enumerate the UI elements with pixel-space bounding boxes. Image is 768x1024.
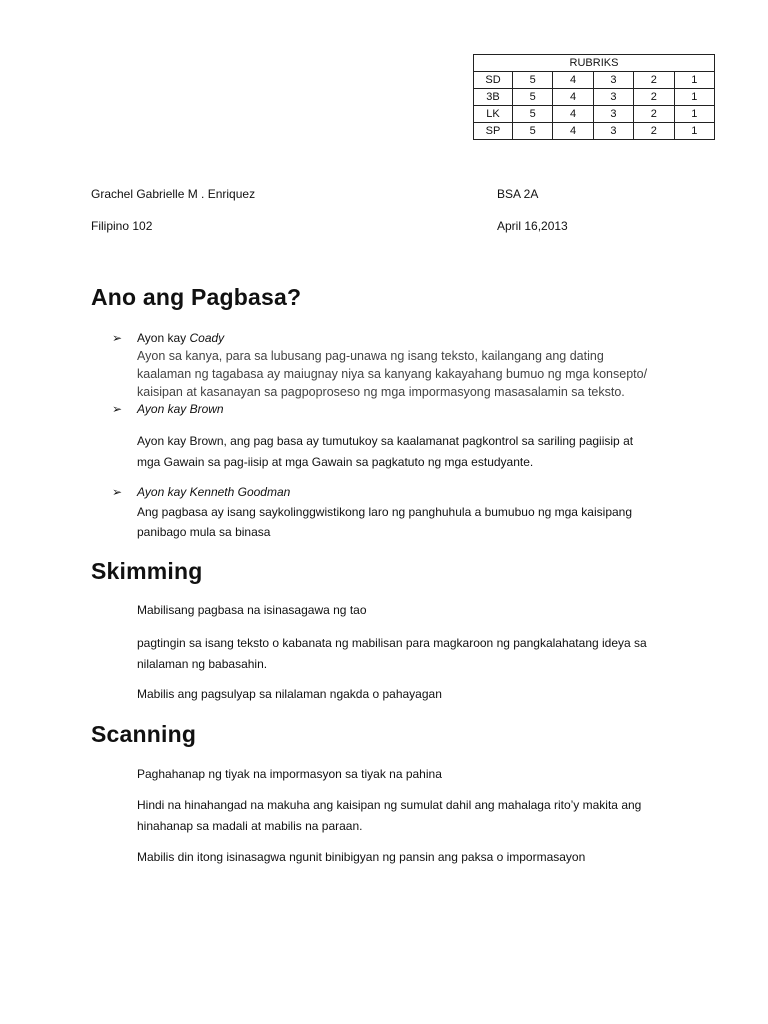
submission-date: April 16,2013 [497,219,568,233]
text-line: hinahanap sa madali at mabilis na paraan. [137,819,363,833]
scanning-p3: Mabilis din itong isinasagwa ngunit binibigyan ng pansin ang paksa o impormasayon [137,850,586,864]
rubric-code: SP [474,123,513,140]
text-line: kaisipan at kasanayan sa pagpoproseso ng mga impormasyong masasalamin sa teksto. [137,385,625,399]
table-row [474,89,715,106]
rubric-score: 4 [553,89,593,106]
rubric-code: 3B [474,89,513,106]
rubric-score: 1 [674,72,714,89]
scanning-p1: Paghahanap ng tiyak na impormasyon sa tiyak na pahina [137,767,442,781]
rubric-score: 5 [513,89,553,106]
rubric-score: 4 [553,123,593,140]
student-section: BSA 2A [497,187,539,201]
author-label: Ayon kay Brown [137,402,224,416]
rubric-score: 3 [593,89,633,106]
bullet-goodman [137,485,290,499]
text-line: panibago mula sa binasa [137,525,271,539]
bullet-icon: ➢ [112,485,123,499]
course-code: Filipino 102 [91,219,153,233]
bullet-prefix: Ayon kay [137,331,190,345]
table-row [474,123,715,140]
text-line: Ang pagbasa ay isang saykolinggwistikong laro ng panghuhula a bumubuo ng mga kaisipang [137,505,633,519]
bullet-brown [137,402,224,416]
coady-definition [137,347,647,401]
bullet-coady [137,331,224,345]
table-row [474,72,715,89]
rubric-score: 1 [674,123,714,140]
text-line: pagtingin sa isang teksto o kabanata ng mabilisan para magkaroon ng pangkalahatang ideya sa [137,636,647,650]
rubric-code: LK [474,106,513,123]
brown-definition [137,431,697,473]
heading-pagbasa: Ano ang Pagbasa? [91,284,302,310]
text-line: nilalaman ng babasahin. [137,657,268,671]
rubric-score: 2 [634,72,674,89]
rubric-score: 5 [513,123,553,140]
rubric-score: 2 [634,89,674,106]
rubric-score: 2 [634,106,674,123]
text-line: mga Gawain sa pag-iisip at mga Gawain sa pagkatuto ng mga estudyante. [137,455,534,469]
text-line: Hindi na hinahangad na makuha ang kaisipan ng sumulat dahil ang mahalaga rito’y makita ang [137,798,642,812]
heading-scanning: Scanning [91,721,197,747]
rubric-score: 4 [553,106,593,123]
rubric-score: 5 [513,106,553,123]
bullet-icon: ➢ [112,402,123,416]
skimming-p1: Mabilisang pagbasa na isinasagawa ng tao [137,603,367,617]
rubric-score: 1 [674,89,714,106]
goodman-definition [137,502,697,542]
skimming-p2 [137,633,697,675]
text-line: Ayon kay Brown, ang pag basa ay tumutukoy sa kaalamanat pagkontrol sa sariling pagiisip at [137,434,634,448]
author-name: Coady [189,331,225,345]
table-row [474,106,715,123]
heading-skimming: Skimming [91,558,203,584]
rubric-score: 3 [593,72,633,89]
rubric-score: 3 [593,123,633,140]
student-name: Grachel Gabrielle M . Enriquez [91,187,256,201]
rubric-table [473,54,715,140]
rubric-score: 4 [553,72,593,89]
bullet-icon: ➢ [112,331,123,345]
scanning-p2 [137,795,697,837]
text-line: kaalaman ng tagabasa ay maiugnay niya sa kanyang kakayahang bumuo ng mga konsepto/ [137,367,648,381]
text-line: Ayon sa kanya, para sa lubusang pag-unawa ng isang teksto, kailangang ang dating [137,349,604,363]
author-label: Ayon kay Kenneth Goodman [137,485,291,499]
rubric-score: 5 [513,72,553,89]
rubric-score: 3 [593,106,633,123]
rubric-title: RUBRIKS [474,55,715,72]
rubric-score: 2 [634,123,674,140]
skimming-p3: Mabilis ang pagsulyap sa nilalaman ngakda o pahayagan [137,687,442,701]
rubric-code: SD [474,72,513,89]
rubric-score: 1 [674,106,714,123]
